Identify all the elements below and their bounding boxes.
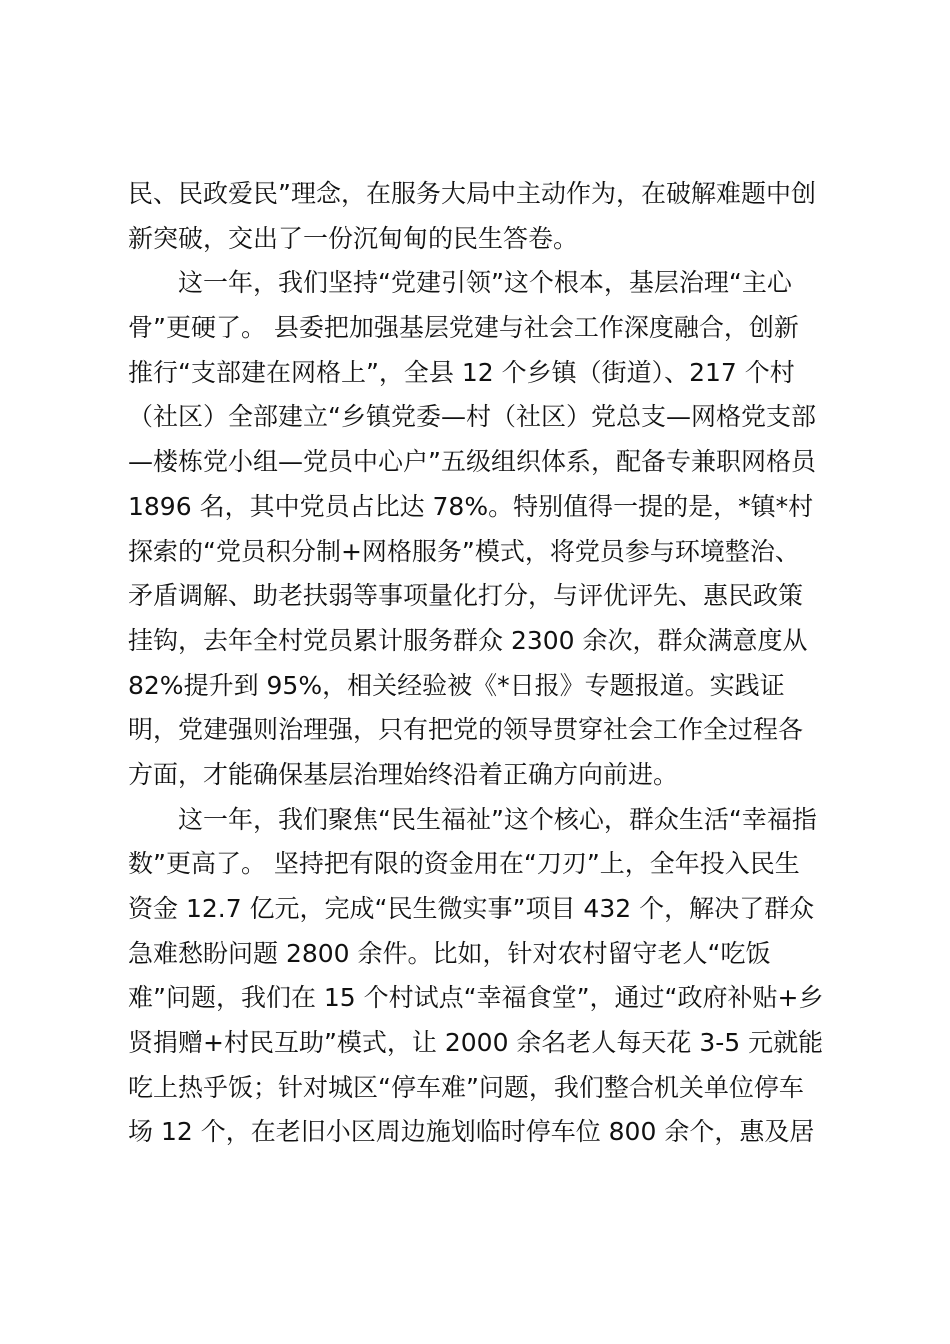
text-line: 推行“支部建在网格上”，全县 12 个乡镇（街道）、217 个村 (128, 357, 795, 387)
text-line: 探索的“党员积分制+网格服务”模式，将党员参与环境整治、 (128, 536, 800, 566)
text-line: 数”更高了。 坚持把有限的资金用在“刀刃”上，全年投入民生 (128, 849, 800, 879)
text-line: 挂钩，去年全村党员累计服务群众 2300 余次，群众满意度从 (128, 625, 808, 655)
text-line: —楼栋党小组—党员中心户”五级组织体系，配备专兼职网格员 (128, 447, 816, 477)
text-line: 骨”更硬了。 县委把加强基层党建与社会工作深度融合，创新 (128, 313, 799, 343)
text-line: 方面，才能确保基层治理始终沿着正确方向前进。 (128, 759, 679, 789)
text-line: 贤捐赠+村民互助”模式，让 2000 余名老人每天花 3-5 元就能 (128, 1028, 824, 1058)
paragraph-first-line: 这一年，我们聚焦“民生福祉”这个核心，群众生活“幸福指 (178, 804, 817, 834)
text-line: （社区）全部建立“乡镇党委—村（社区）党总支—网格党支部 (128, 402, 816, 432)
text-line: 急难愁盼问题 2800 余件。比如，针对农村留守老人“吃饭 (128, 938, 771, 968)
text-line: 矛盾调解、助老扶弱等事项量化打分，与评优评先、惠民政策 (128, 581, 804, 611)
text-line: 吃上热乎饭；针对城区“停车难”问题，我们整合机关单位停车 (128, 1072, 804, 1102)
text-line: 1896 名，其中党员占比达 78%。特别值得一提的是，*镇*村 (128, 491, 814, 521)
text-line: 难”问题，我们在 15 个村试点“幸福食堂”，通过“政府补贴+乡 (128, 983, 824, 1013)
text-line: 民、民政爱民”理念，在服务大局中主动作为，在破解难题中创 (128, 179, 816, 208)
text-line: 82%提升到 95%，相关经验被《*日报》专题报道。实践证 (128, 670, 785, 700)
paragraph-first-line: 这一年，我们坚持“党建引领”这个根本，基层治理“主心 (178, 268, 792, 298)
document-body (128, 172, 830, 1155)
text-line: 明，党建强则治理强，只有把党的领导贯穿社会工作全过程各 (128, 715, 804, 745)
text-line: 资金 12.7 亿元，完成“民生微实事”项目 432 个，解决了群众 (128, 894, 815, 923)
text-line: 场 12 个，在老旧小区周边施划临时停车位 800 余个，惠及居 (128, 1117, 815, 1147)
text-line: 新突破，交出了一份沉甸甸的民生答卷。 (128, 223, 579, 253)
